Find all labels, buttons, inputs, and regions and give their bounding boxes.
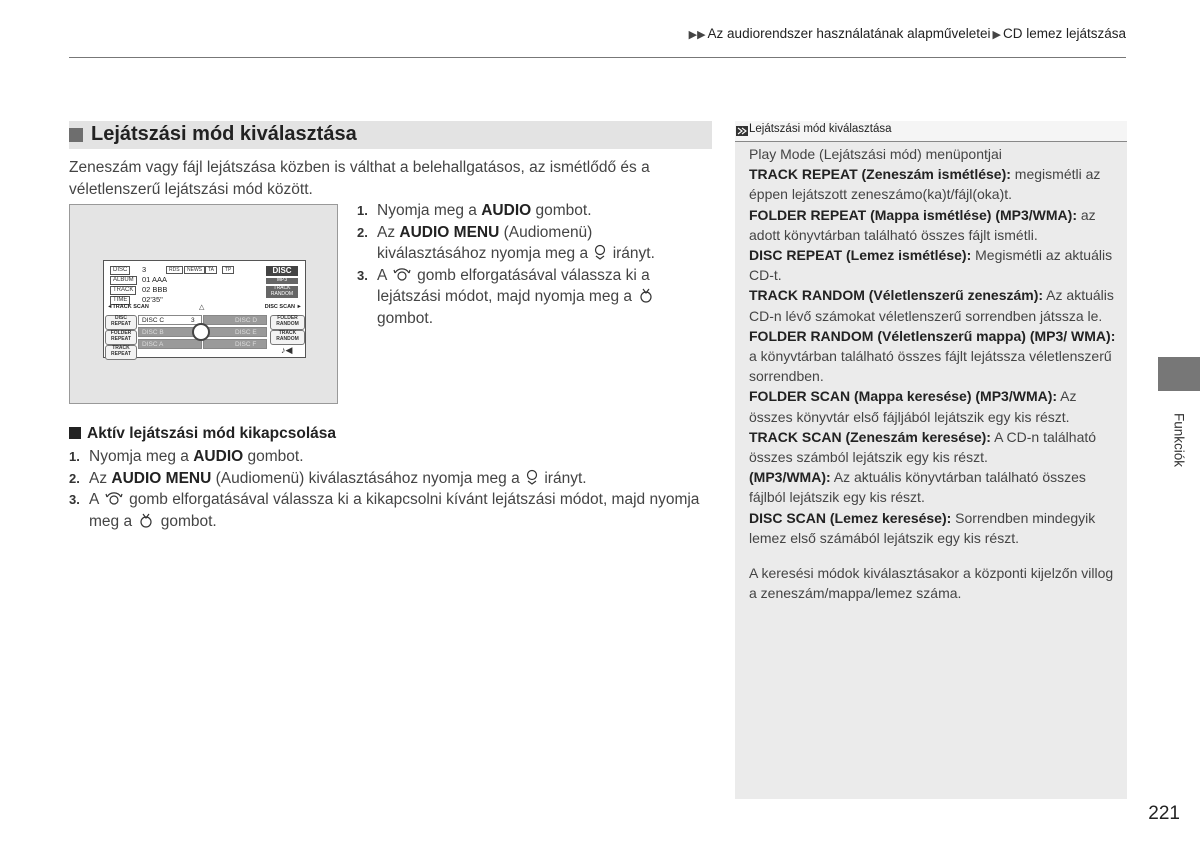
track-value: 02 BBB (142, 285, 168, 294)
album-label: ALBUM (110, 276, 137, 285)
track-random-button: TRACK RANDOM (270, 330, 305, 345)
disc-c-label: DISC C (142, 317, 165, 324)
disc-f-cell (203, 339, 267, 349)
subsection-square-icon (69, 427, 81, 439)
press-knob-icon (138, 512, 154, 528)
track-scan-label: ◄TRACK SCAN (107, 304, 149, 310)
sidebar-intro: Play Mode (Lejátszási mód) menüpontjai (749, 146, 1002, 162)
subsection-steps-list (69, 446, 709, 532)
sidebar-header (735, 121, 1127, 142)
sidebar-note-icon (736, 126, 748, 136)
step-2: 2. Az AUDIO MENU (Audiomenü) kiválasztásához nyomja meg a irányt. (357, 223, 655, 262)
down-arrow-icon (526, 469, 538, 485)
section-intro: Zeneszám vagy fájl lejátszása közben is válthat a belehallgatásos, az ismétlődő és a véletlenszerű lejátszási mód között. (69, 159, 650, 198)
breadcrumb-part2: CD lemez lejátszása (1002, 26, 1126, 41)
sub-step-3: 3. A gomb elforgatásával válassza ki a kikapcsolni kívánt lejátszási módot, majd nyomja meg a gombot. (69, 491, 700, 530)
track-random-badge: TRACK RANDOM (266, 286, 298, 298)
step-1: 1. Nyomja meg a AUDIO gombot. (357, 202, 592, 219)
steps-list (357, 200, 702, 329)
sidebar-item: DISC REPEAT (Lemez ismétlése): Megismétli az aktuális CD-t. (749, 247, 1113, 284)
disc-value: 3 (142, 265, 147, 274)
page-number: 221 (1148, 803, 1180, 824)
section-header (69, 121, 712, 149)
up-arrow-icon: △ (199, 304, 205, 311)
chapter-tab-label: Funkciók (1171, 412, 1187, 468)
section-title: Lejátszási mód kiválasztása (91, 123, 357, 145)
chapter-tab (1158, 357, 1200, 391)
track-label: TRACK (110, 286, 136, 295)
header-divider (69, 57, 1126, 58)
news-tag: NEWS (184, 266, 205, 274)
breadcrumb-arrow-icon: ▶▶ (688, 29, 706, 41)
mp3-badge: MP3 (266, 278, 298, 284)
step-3: 3. A gomb elforgatásával válassza ki a lejátszási módot, majd nyomja meg a gombot. (357, 265, 702, 330)
breadcrumb-part1: Az audiorendszer használatának alapműveletei (707, 26, 991, 41)
rotary-knob-icon (393, 266, 411, 282)
sidebar-note: A keresési módok kiválasztásakor a központi kijelzőn villog a zeneszám/mappa/lemez száma. (749, 565, 1114, 602)
rds-tag: RDS (166, 266, 183, 274)
sidebar-item: FOLDER REPEAT (Mappa ismétlése) (MP3/WMA): az adott könyvtárban található összes fájlt ismétli. (749, 206, 1096, 243)
subsection-title: Aktív lejátszási mód kikapcsolása (69, 425, 336, 443)
sidebar-gap (749, 548, 1119, 563)
folder-random-button: FOLDER RANDOM (270, 315, 305, 330)
sub-step-1: 1. Nyomja meg a AUDIO gombot. (69, 448, 304, 465)
audio-display-illustration (69, 204, 338, 404)
sidebar-item: TRACK REPEAT (Zeneszám ismétlése): megismétli az éppen lejátszott zeneszámo(ka)t/fájl(oka)t. (749, 166, 1101, 203)
disc-scan-label: DISC SCAN ► (264, 304, 302, 310)
folder-repeat-button: FOLDER REPEAT (105, 330, 137, 345)
time-label: TIME (110, 296, 130, 305)
sidebar-item: FOLDER RANDOM (Véletlenszerű mappa) (MP3/ WMA): a könyvtárban található összes fájlt lejátssza véletlenszerű sorrendben. (749, 327, 1116, 385)
sidebar-item: FOLDER SCAN (Mappa keresése) (MP3/WMA): Az összes könyvtár első fájljából lejátszik egy kis részt. (749, 388, 1077, 425)
disc-e-cell (203, 327, 267, 337)
disc-d-cell (203, 315, 267, 325)
track-repeat-button: TRACK REPEAT (105, 345, 137, 360)
disc-b-label: DISC B (142, 329, 164, 336)
sidebar-item: DISC SCAN (Lemez keresése): Sorrendben mindegyik lemez első számából lejátszik egy kis részt. (749, 509, 1096, 546)
breadcrumb-arrow-icon: ▶ (992, 29, 1001, 41)
time-value: 02'35" (142, 295, 163, 304)
rotary-knob-icon (105, 490, 123, 506)
disc-a-cell (138, 339, 202, 349)
tp-tag: TP (222, 266, 234, 274)
disc-badge: DISC (266, 266, 298, 276)
breadcrumb (687, 26, 1126, 41)
sidebar-title: Lejátszási mód kiválasztása (749, 123, 892, 135)
disc-e-label: DISC E (235, 329, 257, 336)
control-panel (103, 303, 306, 363)
disc-a-label: DISC A (142, 341, 164, 348)
album-value: 01 AAA (142, 275, 168, 284)
ta-tag: TA (205, 266, 217, 274)
section-square-icon (69, 128, 83, 142)
music-note-icon: ♪◀ (281, 345, 293, 355)
press-knob-icon (638, 287, 654, 303)
down-arrow-icon (594, 244, 606, 260)
disc-repeat-button: DISC REPEAT (105, 315, 137, 330)
disc-d-label: DISC D (235, 317, 258, 324)
sidebar-body (749, 144, 1119, 603)
disc-label: DISC (110, 266, 130, 275)
disc-c-cell (138, 315, 202, 325)
sidebar-item: (MP3/WMA): Az aktuális könyvtárban található összes fájlból lejátszik egy kis részt. (749, 469, 1086, 506)
sidebar-notes (735, 121, 1127, 799)
selector-knob-icon (192, 323, 210, 341)
sub-step-2: 2. Az AUDIO MENU (Audiomenü) kiválasztásához nyomja meg a irányt. (69, 469, 587, 487)
sidebar-item: TRACK SCAN (Zeneszám keresése): A CD-n található összes számból lejátszik egy kis részt. (749, 428, 1097, 466)
sidebar-item: TRACK RANDOM (Véletlenszerű zeneszám): Az aktuális CD-n lévő számokat véletlenszerű sorrendben játssza le. (749, 287, 1114, 324)
disc-f-label: DISC F (235, 341, 257, 348)
disc-c-num: 3 (191, 317, 195, 324)
